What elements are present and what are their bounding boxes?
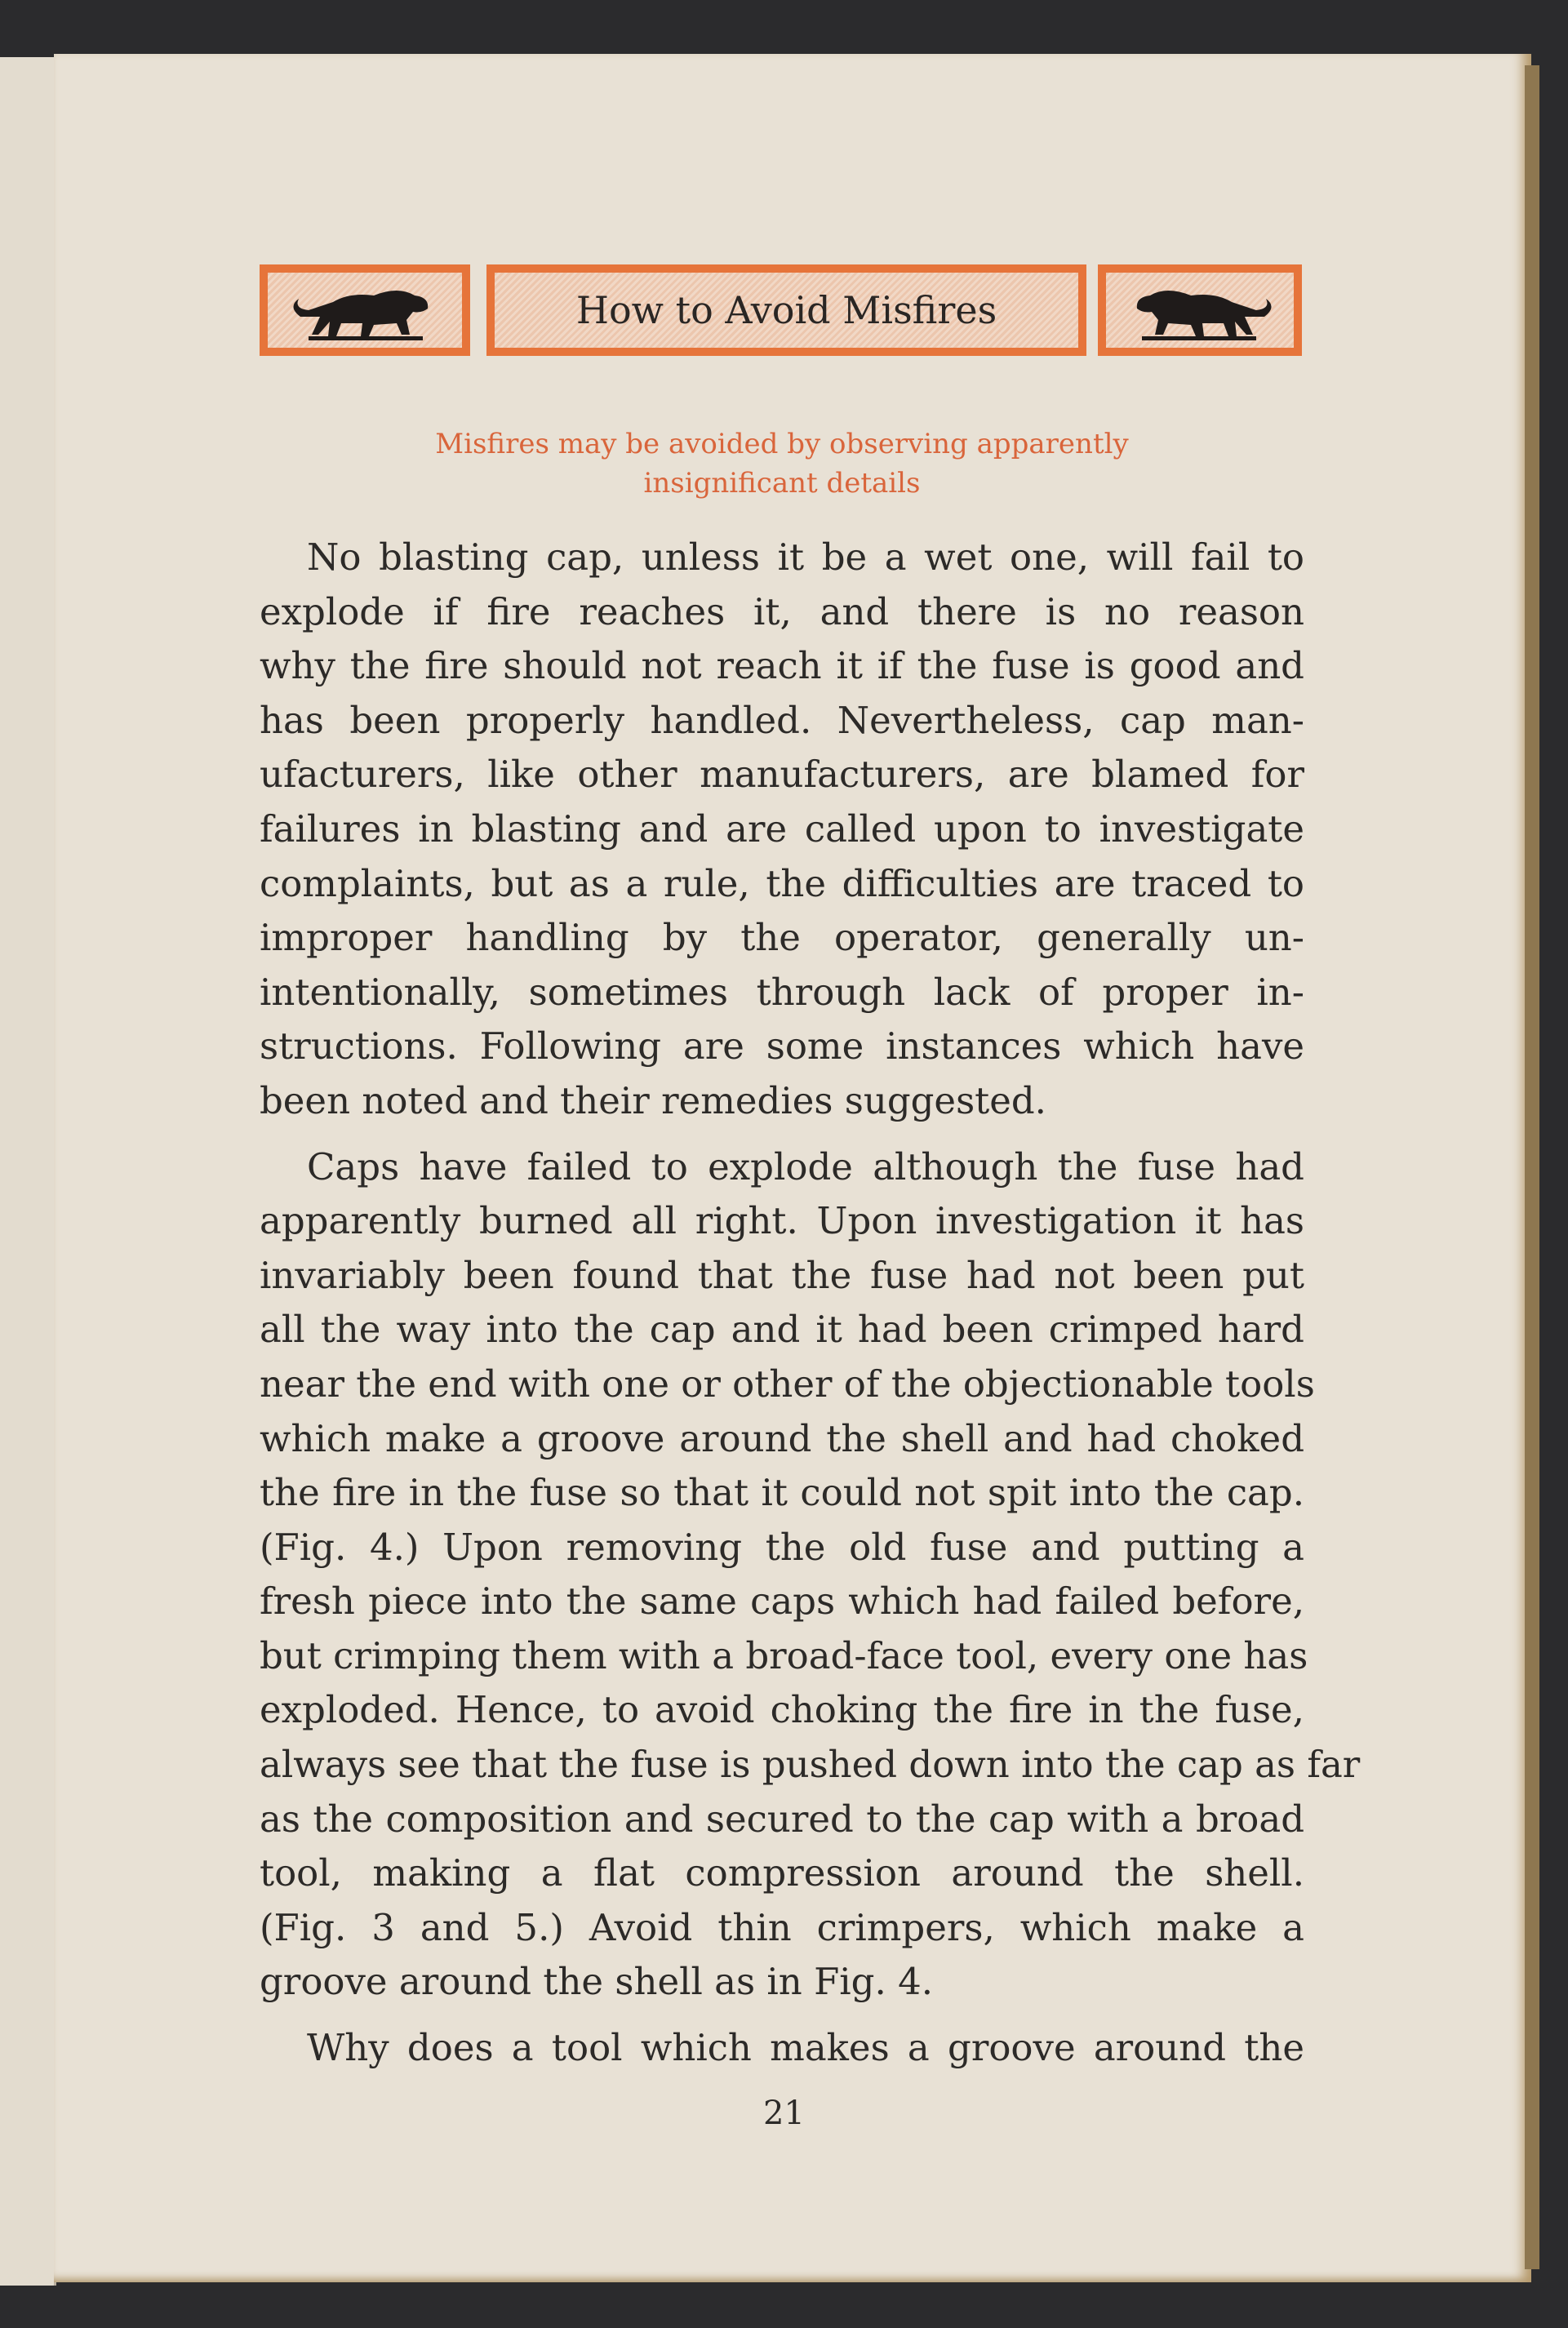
text-line: (Fig. 4.) Upon removing the old fuse and putting a bbox=[260, 1525, 1304, 1569]
text-line: complaints, but as a rule, the difficulties are traced to bbox=[260, 861, 1304, 905]
text-line: exploded. Hence, to avoid choking the fire in the fuse, bbox=[260, 1688, 1304, 1732]
text-line: as the composition and secured to the cap with a broad bbox=[260, 1797, 1304, 1841]
text-line: has been properly handled. Nevertheless, cap man- bbox=[260, 698, 1304, 742]
subtitle-line: insignificant details bbox=[643, 467, 921, 500]
text-line: intentionally, sometimes through lack of proper in- bbox=[260, 970, 1304, 1014]
text-line: failures in blasting and are called upon to investigate bbox=[260, 806, 1304, 851]
facing-page-edge bbox=[0, 57, 56, 2286]
page-number: 21 bbox=[763, 2095, 805, 2132]
text-line: apparently burned all right. Upon investigation it has bbox=[260, 1199, 1304, 1243]
text-line: Why does a tool which makes a groove around the bbox=[307, 2026, 1304, 2070]
text-line: all the way into the cap and it had been crimped hard bbox=[260, 1308, 1304, 1352]
page-title: How to Avoid Misfires bbox=[575, 288, 997, 332]
text-line: groove around the shell as in Fig. 4. bbox=[260, 1960, 934, 2004]
text-line: why the fire should not reach it if the fuse is good and bbox=[260, 644, 1304, 688]
text-line: Caps have failed to explode although the fuse had bbox=[307, 1144, 1304, 1188]
text-line: explode if fire reaches it, and there is no reason bbox=[260, 589, 1304, 633]
lion-icon bbox=[284, 284, 447, 343]
page-edge bbox=[1525, 65, 1539, 2269]
text-line: invariably been found that the fuse had not been put bbox=[260, 1253, 1304, 1297]
text-line: which make a groove around the shell and had choked bbox=[260, 1416, 1304, 1460]
text-line: improper handling by the operator, generally un- bbox=[260, 916, 1304, 960]
text-line: No blasting cap, unless it be a wet one, will fail to bbox=[307, 535, 1304, 579]
lion-icon bbox=[1117, 284, 1281, 343]
body-text bbox=[260, 531, 1361, 2076]
right-emblem-box bbox=[1098, 264, 1302, 356]
left-emblem-box bbox=[260, 264, 470, 356]
text-line: tool, making a flat compression around the shell. bbox=[260, 1851, 1304, 1895]
text-line: (Fig. 3 and 5.) Avoid thin crimpers, which make a bbox=[260, 1905, 1304, 1949]
subtitle-line: Misfires may be avoided by observing apparently bbox=[435, 428, 1129, 460]
text-line: been noted and their remedies suggested. bbox=[260, 1078, 1046, 1122]
text-line: fresh piece into the same caps which had failed before, bbox=[260, 1579, 1304, 1624]
text-line: the fire in the fuse so that it could not spit into the cap. bbox=[260, 1471, 1304, 1515]
subtitle bbox=[260, 424, 1304, 503]
text-line: structions. Following are some instances which have bbox=[260, 1024, 1304, 1068]
title-banner bbox=[486, 264, 1086, 356]
text-line: but crimping them with a broad-face tool, every one has bbox=[260, 1633, 1308, 1677]
text-line: ufacturers, like other manufacturers, are blamed for bbox=[260, 753, 1304, 797]
text-line: always see that the fuse is pushed down into the cap as far bbox=[260, 1743, 1361, 1787]
text-line: near the end with one or other of the objectionable tools bbox=[260, 1362, 1315, 1406]
